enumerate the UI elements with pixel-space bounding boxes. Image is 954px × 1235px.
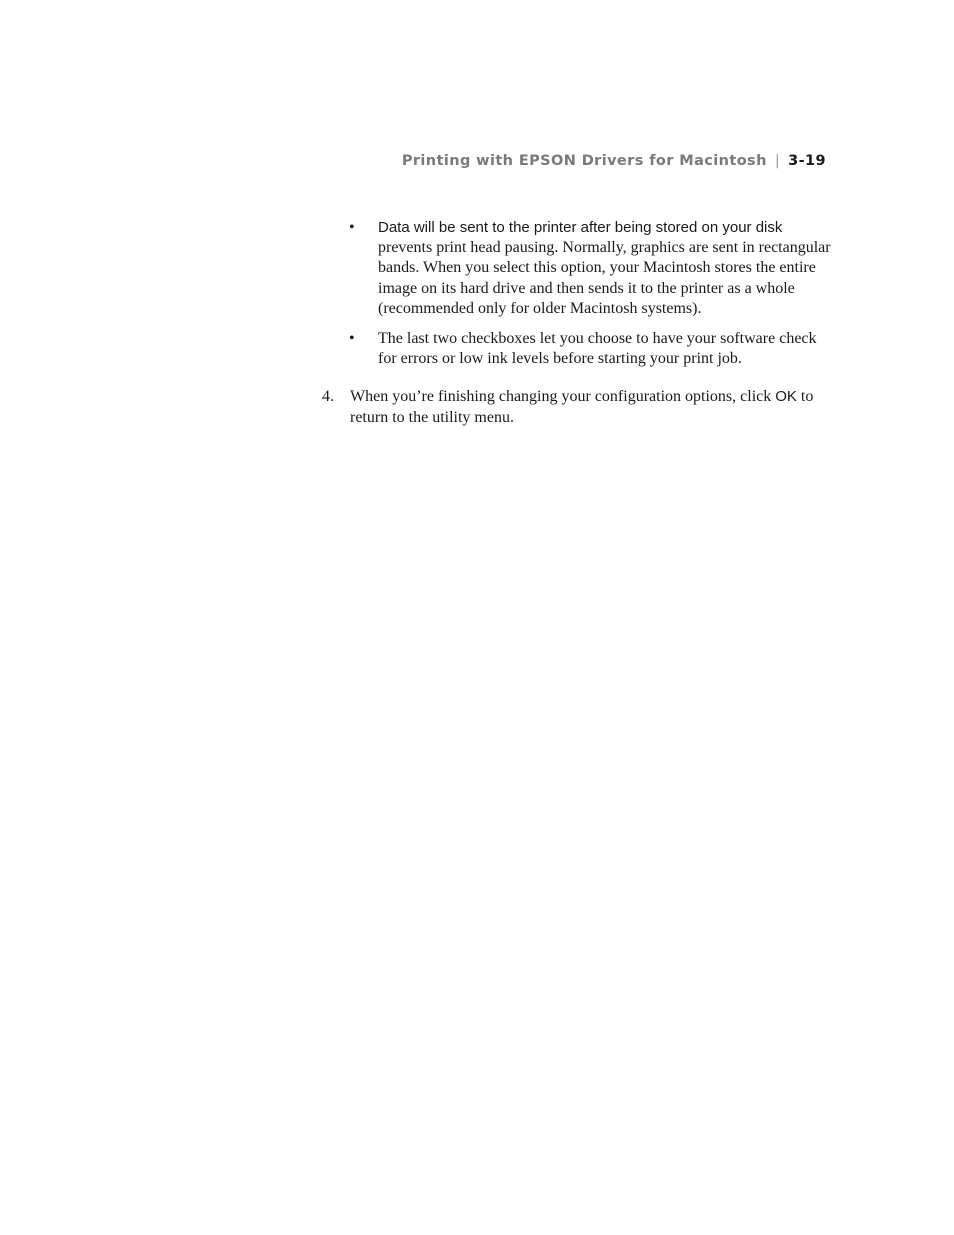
- numbered-step: [322, 387, 832, 427]
- bullet-mark: •: [349, 330, 355, 348]
- step-text-after: to return to the utility menu.: [350, 388, 814, 426]
- page-body: [322, 218, 832, 428]
- bullet-text: prevents print head pausing. Normally, graphics are sent in rectangular bands. When you select this option, your Macintosh stores the entire image on its hard drive and then sends it to the printer as a whole (recommended only for older Macintosh systems).: [378, 239, 831, 317]
- page-number: 3-19: [788, 153, 826, 169]
- option-term: Data will be sent to the printer after being stored on your disk: [378, 219, 783, 236]
- running-header: [402, 153, 826, 169]
- bullet-item-disk-storage: [322, 218, 832, 319]
- step-text-before: When you’re finishing changing your configuration options, click: [350, 388, 776, 406]
- bullet-text: The last two checkboxes let you choose to have your software check for errors or low ink levels before starting your print job.: [378, 330, 817, 368]
- ok-button-term: OK: [775, 388, 797, 406]
- chapter-title: Printing with EPSON Drivers for Macintosh: [401, 153, 767, 169]
- step-number: 4.: [322, 388, 334, 406]
- bullet-item-checkboxes: [322, 329, 832, 369]
- header-separator: |: [774, 153, 781, 169]
- bullet-mark: •: [349, 219, 355, 236]
